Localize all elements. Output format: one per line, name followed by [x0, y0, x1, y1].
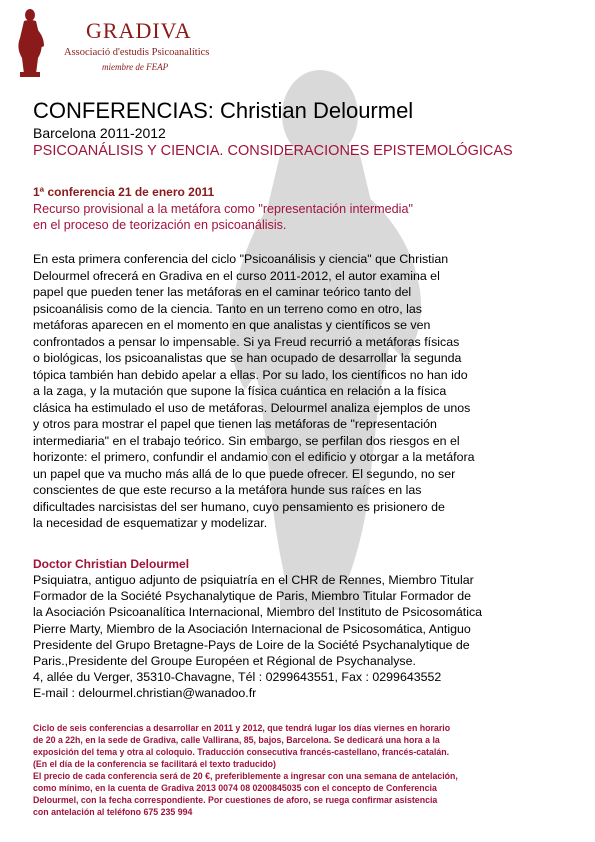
abstract-line: un papel que va mucho más allá de lo que puede ofrecer. El segundo, no ser: [33, 466, 456, 481]
brand-name: GRADIVA: [86, 18, 192, 43]
brand-subtitle: Associació d'estudis Psicoanalítics: [64, 47, 210, 58]
abstract-line: horizonte: el primero, confundir el andamio con el edificio y otorgar a la metáfora: [33, 450, 475, 464]
cycle-theme: PSICOANÁLISIS Y CIENCIA. CONSIDERACIONES EPISTEMOLÓGICAS: [33, 143, 513, 159]
note-line: Delourmel, con la fecha correspondiente. Por cuestiones de aforo, se ruega confirmar asistencia: [33, 795, 438, 805]
abstract-line: papel que pueden tener las metáforas en el caminar teórico tanto del: [33, 285, 412, 299]
abstract-body: [33, 251, 573, 532]
bio-line: la Asociación Psicoanalítica Internacional, Miembro del Instituto de Psicosomática: [33, 605, 483, 620]
brand-membership: miembre de FEAP: [102, 62, 169, 72]
bio-address: 4, allée du Verger, 35310-Chavagne, Tél : 0299643551, Fax : 0299643552: [33, 670, 442, 685]
bio-line: Paris.,Presidente del Groupe Européen et Régional de Psychanalyse.: [33, 654, 416, 669]
speaker-name: Doctor Christian Delourmel: [33, 557, 190, 571]
bio-line: Formador de la Société Psychanalytique de Paris, Miembro Titular Formador de: [33, 589, 471, 604]
abstract-line: Delourmel ofrecerá en Gradiva en el curso 2011-2012, el autor examina el: [33, 268, 440, 283]
gradiva-figure-icon: [10, 8, 50, 78]
abstract-line: psicoanálisis como de la ciencia. Tanto en un terreno como en otro, las: [33, 301, 422, 316]
conference-topic: [33, 201, 413, 233]
abstract-line: la necesidad de esquematizar y modelizar.: [33, 516, 268, 530]
conference-heading: 1ª conferencia 21 de enero 2011: [33, 185, 215, 199]
abstract-line: En esta primera conferencia del ciclo "Psicoanálisis y ciencia" que Christian: [33, 252, 449, 266]
conference-topic-line: Recurso provisional a la metáfora como "representación intermedia": [33, 202, 413, 216]
abstract-line: dificultades narcisistas del ser humano, cuyo pensamiento es prisionero de: [33, 499, 445, 514]
page-subtitle: Barcelona 2011-2012: [33, 125, 166, 141]
abstract-line: a la zaga, y la mutación que supone la física cuántica en relación a la física: [33, 384, 447, 398]
bio-line: Presidente del Grupo Bretagne-Pays de Loire de la Société Psychanalytique de: [33, 637, 470, 652]
abstract-line: tópica también han debido apelar a ellas. Por su lado, los científicos no han ido: [33, 367, 468, 382]
speaker-bio: [33, 572, 482, 702]
note-line: Ciclo de seis conferencias a desarrollar en 2011 y 2012, que tendrá lugar los días viernes en horario: [33, 723, 451, 733]
abstract-line: y otros para mostrar el papel que tienen las metáforas de "representación: [33, 417, 437, 431]
abstract-line: clásica ha estimulado el uso de metáforas. Delourmel analiza ejemplos de unos: [33, 400, 471, 415]
note-line: con antelación al teléfono 675 235 994: [33, 807, 193, 817]
conference-topic-line: en el proceso de teorización en psicoanálisis.: [33, 218, 287, 232]
abstract-line: conscientes de que este recurso a la metáfora hunde sus raíces en las: [33, 483, 422, 497]
note-line: El precio de cada conferencia será de 20 €, preferiblemente a ingresar con una semana de antelación,: [33, 771, 458, 781]
bio-line: Psiquiatra, antiguo adjunto de psiquiatría en el CHR de Rennes, Miembro Titular: [33, 573, 474, 587]
page-title: CONFERENCIAS: Christian Delourmel: [33, 98, 414, 123]
bio-email: E-mail : delourmel.christian@wanadoo.fr: [33, 686, 257, 701]
note-line: exposición del tema y otra al coloquio. Traducción consecutiva francés-castellano, francés-catalán.: [33, 747, 450, 757]
note-line: (En el día de la conferencia se facilitará el texto traducido): [33, 759, 276, 769]
abstract-line: metáforas aparecen en el momento en que analistas y científicos se ven: [33, 318, 431, 332]
note-line: de 20 a 22h, en la sede de Gradiva, calle Vallirana, 85, bajos, Barcelona. Se dedicará una hora a la: [33, 735, 440, 745]
bio-line: Pierre Marty, Miembro de la Asociación Internacional de Psicosomática, Antiguo: [33, 621, 471, 636]
note-line: como mínimo, en la cuenta de Gradiva 2013 0074 08 0200845035 con el concepto de Conferencia: [33, 783, 437, 793]
abstract-line: o biológicas, los psicoanalistas que se han ocupado de desarrollar la segunda: [33, 351, 462, 365]
abstract-line: confrontados a pensar lo impensable. Si ya Freud recurrió a metáforas físicas: [33, 334, 460, 349]
event-info-note: [33, 722, 458, 818]
abstract-line: intermediaria" en el trabajo teórico. Sin embargo, se perfilan dos riesgos en el: [33, 433, 460, 448]
